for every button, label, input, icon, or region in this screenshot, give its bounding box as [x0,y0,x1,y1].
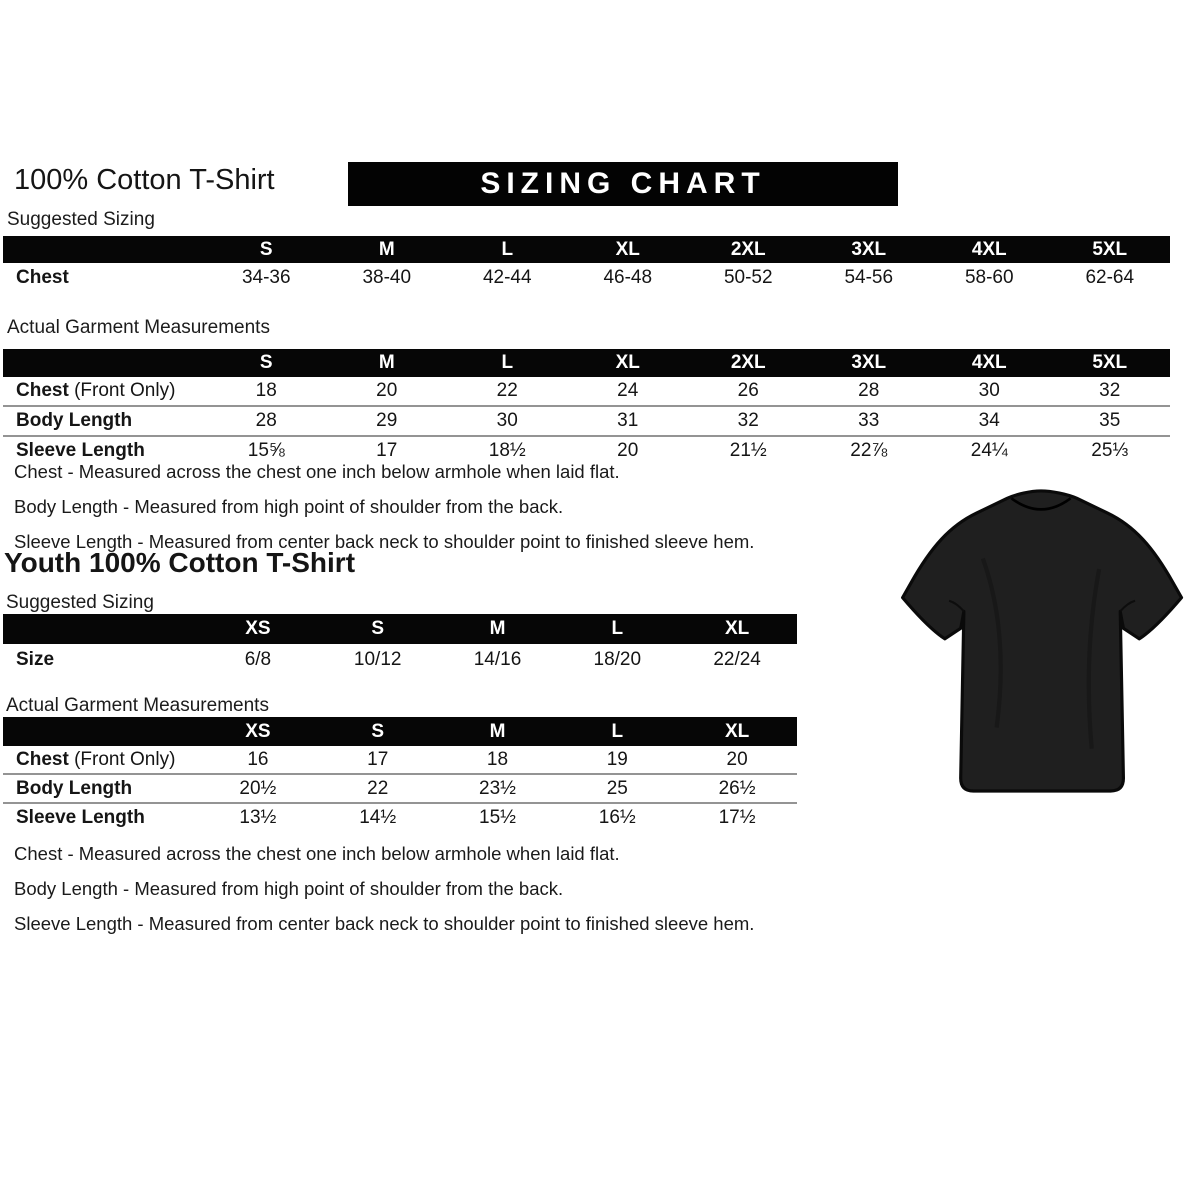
measurement-value: 34 [978,410,1000,431]
row-label-suffix: (Front Only) [68,748,176,770]
size-column-header: L [501,238,514,260]
row-label [3,267,206,289]
row-label-text: Size [16,648,55,670]
measurement-value: 32 [1099,380,1121,401]
measurement-value: 18½ [488,440,526,461]
youth-suggested-sizing-table [3,614,797,675]
measurement-value: 22/24 [713,648,761,670]
size-column-header: L [611,618,624,639]
measurement-row [3,644,797,675]
size-column-header: 5XL [1092,238,1128,260]
row-label [3,440,206,462]
size-column-header: S [371,720,385,742]
measurement-value: 33 [858,410,880,431]
measurement-value: 29 [376,410,398,431]
size-column-header: 2XL [730,238,766,260]
size-column-header: XL [724,720,750,742]
measurement-value: 38-40 [362,267,412,288]
measurement-value: 14½ [359,806,397,828]
measurement-value: 30 [496,410,518,431]
measurement-value: 46-48 [603,267,653,288]
measurement-value: 15½ [479,806,516,828]
measurement-value: 17½ [718,806,756,828]
measurement-value: 24¼ [970,440,1008,461]
youth-actual-measurements-table [3,717,797,831]
measurement-value: 19 [606,748,628,770]
measurement-value: 25⅓ [1091,440,1129,461]
size-header-row [3,349,1170,377]
size-column-header: XL [615,238,640,260]
size-header-row [3,614,797,644]
row-label [3,380,206,402]
measurement-value: 13½ [239,806,277,828]
measurement-value: 31 [617,410,639,431]
measurement-row [3,775,797,804]
row-label [3,807,198,829]
size-header-row [3,717,797,746]
measurement-value: 20½ [239,777,277,799]
size-column-header: L [501,352,514,373]
youth-measurement-notes [14,844,834,949]
size-column-header: 4XL [971,238,1007,260]
size-column-header: S [259,238,273,260]
note-body-length: Body Length - Measured from high point of shoulder from the back. [14,878,564,899]
adult-suggested-sizing-label: Suggested Sizing [7,209,155,230]
sizing-chart-banner: SIZING CHART [348,162,898,206]
size-column-header: 5XL [1092,352,1128,373]
measurement-value: 32 [737,410,759,431]
note-body-length: Body Length - Measured from high point of shoulder from the back. [14,496,564,517]
measurement-value: 25 [606,777,628,799]
youth-suggested-sizing-label: Suggested Sizing [6,592,154,613]
size-header-row [3,236,1170,263]
measurement-row [3,263,1170,293]
note-chest: Chest - Measured across the chest one inch below armhole when laid flat. [14,461,620,482]
row-label [3,649,198,671]
measurement-value: 26½ [718,777,756,799]
row-label-suffix: (Front Only) [68,380,176,401]
size-column-header: L [611,720,624,742]
note-sleeve-length: Sleeve Length - Measured from center back neck to shoulder point to finished sleeve hem. [14,531,755,552]
measurement-value: 21½ [729,440,767,461]
measurement-value: 28 [255,410,277,431]
size-column-header: S [371,618,385,639]
size-column-header: S [259,352,273,373]
row-label-text: Sleeve Length [16,806,145,828]
note-sleeve-length: Sleeve Length - Measured from center back neck to shoulder point to finished sleeve hem. [14,913,755,934]
row-label-text: Chest [16,267,69,288]
measurement-value: 22⅞ [850,440,888,461]
adult-section-title: 100% Cotton T-Shirt [14,164,275,196]
row-label [3,410,206,432]
measurement-value: 14/16 [473,648,522,670]
row-label-text: Chest [16,380,69,401]
measurement-value: 34-36 [241,267,291,288]
size-column-header: XL [615,352,640,373]
measurement-value: 26 [737,380,759,401]
measurement-value: 15⅝ [247,440,285,461]
measurement-value: 23½ [479,777,516,799]
size-column-header: M [378,352,395,373]
size-column-header: 2XL [730,352,766,373]
measurement-value: 58-60 [964,267,1014,288]
row-label-text: Body Length [16,410,133,431]
measurement-value: 18 [486,748,509,770]
youth-section-title: Youth 100% Cotton T-Shirt [4,547,356,578]
black-tshirt-image [882,474,1200,810]
measurement-row [3,804,797,831]
size-column-header: 4XL [971,352,1007,373]
measurement-value: 30 [978,380,1000,401]
row-label-text: Sleeve Length [16,440,145,461]
measurement-value: 17 [376,440,398,461]
adult-suggested-sizing-table [3,236,1170,293]
measurement-value: 18/20 [593,648,642,670]
measurement-value: 62-64 [1085,267,1135,288]
measurement-row [3,407,1170,437]
note-chest: Chest - Measured across the chest one inch below armhole when laid flat. [14,843,620,864]
row-label [3,778,198,800]
measurement-value: 42-44 [482,267,532,288]
measurement-value: 28 [858,380,880,401]
size-column-header: 3XL [851,352,887,373]
measurement-value: 20 [376,380,398,401]
size-column-header: XS [245,720,271,742]
row-label-text: Chest [16,748,69,770]
size-column-header: M [489,618,506,639]
measurement-value: 22 [496,380,518,401]
row-label-text: Body Length [16,777,133,799]
measurement-value: 24 [617,380,639,401]
measurement-value: 16½ [598,806,636,828]
measurement-value: 20 [726,748,748,770]
measurement-value: 20 [617,440,639,461]
measurement-row [3,377,1170,407]
measurement-value: 22 [367,777,389,799]
measurement-value: 50-52 [723,267,773,288]
size-column-header: XL [724,618,750,639]
measurement-value: 35 [1099,410,1121,431]
measurement-value: 18 [255,380,277,401]
size-column-header: 3XL [851,238,887,260]
tshirt-icon [882,474,1200,810]
tshirt-body-shape [903,491,1182,791]
size-column-header: XS [245,618,271,639]
size-column-header: M [378,238,395,260]
adult-actual-measurements-table [3,349,1170,465]
adult-actual-measurements-label: Actual Garment Measurements [7,317,270,338]
measurement-value: 17 [367,748,389,770]
size-column-header: M [489,720,506,742]
measurement-value: 16 [247,748,269,770]
youth-actual-measurements-label: Actual Garment Measurements [6,695,269,716]
measurement-row [3,746,797,775]
measurement-value: 6/8 [244,648,272,670]
measurement-value: 10/12 [353,648,402,670]
row-label [3,749,198,771]
measurement-value: 54-56 [844,267,894,288]
